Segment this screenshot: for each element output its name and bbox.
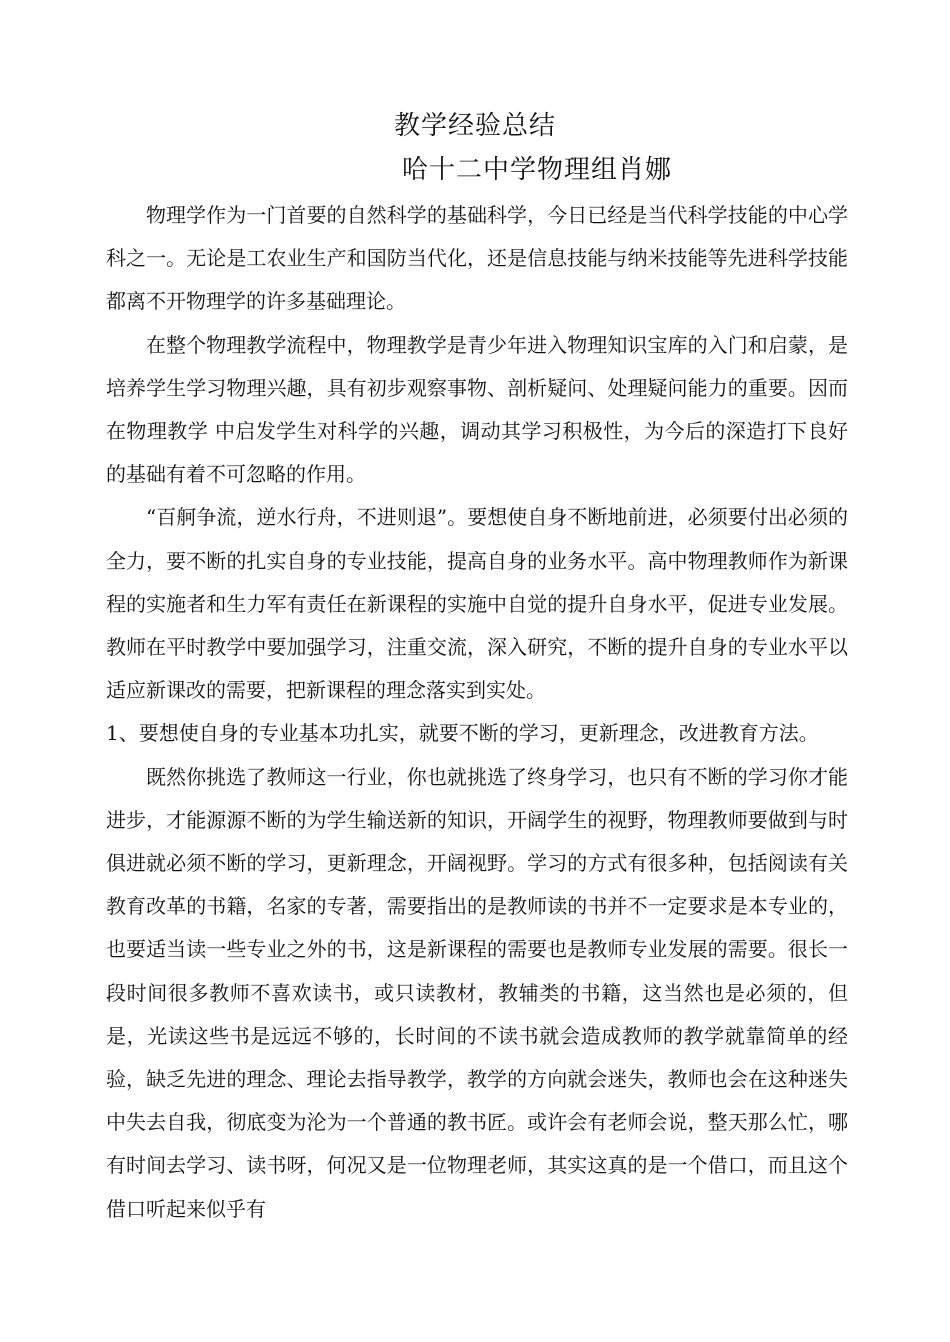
- paragraph: 物理学作为一门首要的自然科学的基础科学，今日已经是当代科学技能的中心学科之一。无论是工农业生产和国防当代化，还是信息技能与纳米技能等先进科学技能都离不开物理学的许多基础理论。: [106, 203, 848, 314]
- document-title: 教学经验总结: [393, 111, 556, 141]
- section-heading: 1、要想使自身的专业基本功扎实，就要不断的学习，更新理念，改进教育方法。: [106, 721, 819, 746]
- paragraph: 既然你挑选了教师这一行业，你也就挑选了终身学习，也只有不断的学习你才能进步，才能源源不断的为学生输送新的知识，开阔学生的视野，物理教师要做到与时俱进就必须不断的学习，更新理念，开阔视野。学习的方式有很多种，包括阅读有关教育改革的书籍，名家的专著，需要指出的是教师读的书并不一定要求是本专业的，也要适当读一些专业之外的书，这是新课程的需要也是教师专业发展的需要。很长一段时间很多教师不喜欢读书，或只读教材，教辅类的书籍，这当然也是必须的，但是，光读这些书是远远不够的，长时间的不读书就会造成教师的教学就靠简单的经验，缺乏先进的理念、理论去指导教学，教学的方向就会迷失，教师也会在这种迷失中失去自我，彻底变为沦为一个普通的教书匠。或许会有老师会说，整天那么忙，哪有时间去学习、读书呀，何况又是一位物理老师，其实这真的是一个借口，而且这个借口听起来似乎有: [106, 764, 848, 1221]
- document-author: 哈十二中学物理组肖娜: [402, 155, 673, 185]
- document-body: [106, 194, 848, 1231]
- paragraph: “百舸争流，逆水行舟，不进则退”。要想使自身不断地前进，必须要付出必须的全力，要不断的扎实自身的专业技能，提高自身的业务水平。高中物理教师作为新课程的实施者和生力军有责任在新课程的实施中自觉的提升自身水平，促进专业发展。教师在平时教学中要加强学习，注重交流，深入研究，不断的提升自身的专业水平以适应新课改的需要，把新课程的理念落实到实处。: [106, 505, 848, 703]
- paragraph: 在整个物理教学流程中，物理教学是青少年进入物理知识宝库的入门和启蒙，是培养学生学习物理兴趣，具有初步观察事物、剖析疑问、处理疑问能力的重要。因而在物理教学 中启发学生对科学的兴趣，调动其学习积极性，为今后的深造打下良好的基础有着不可忽略的作用。: [106, 332, 848, 487]
